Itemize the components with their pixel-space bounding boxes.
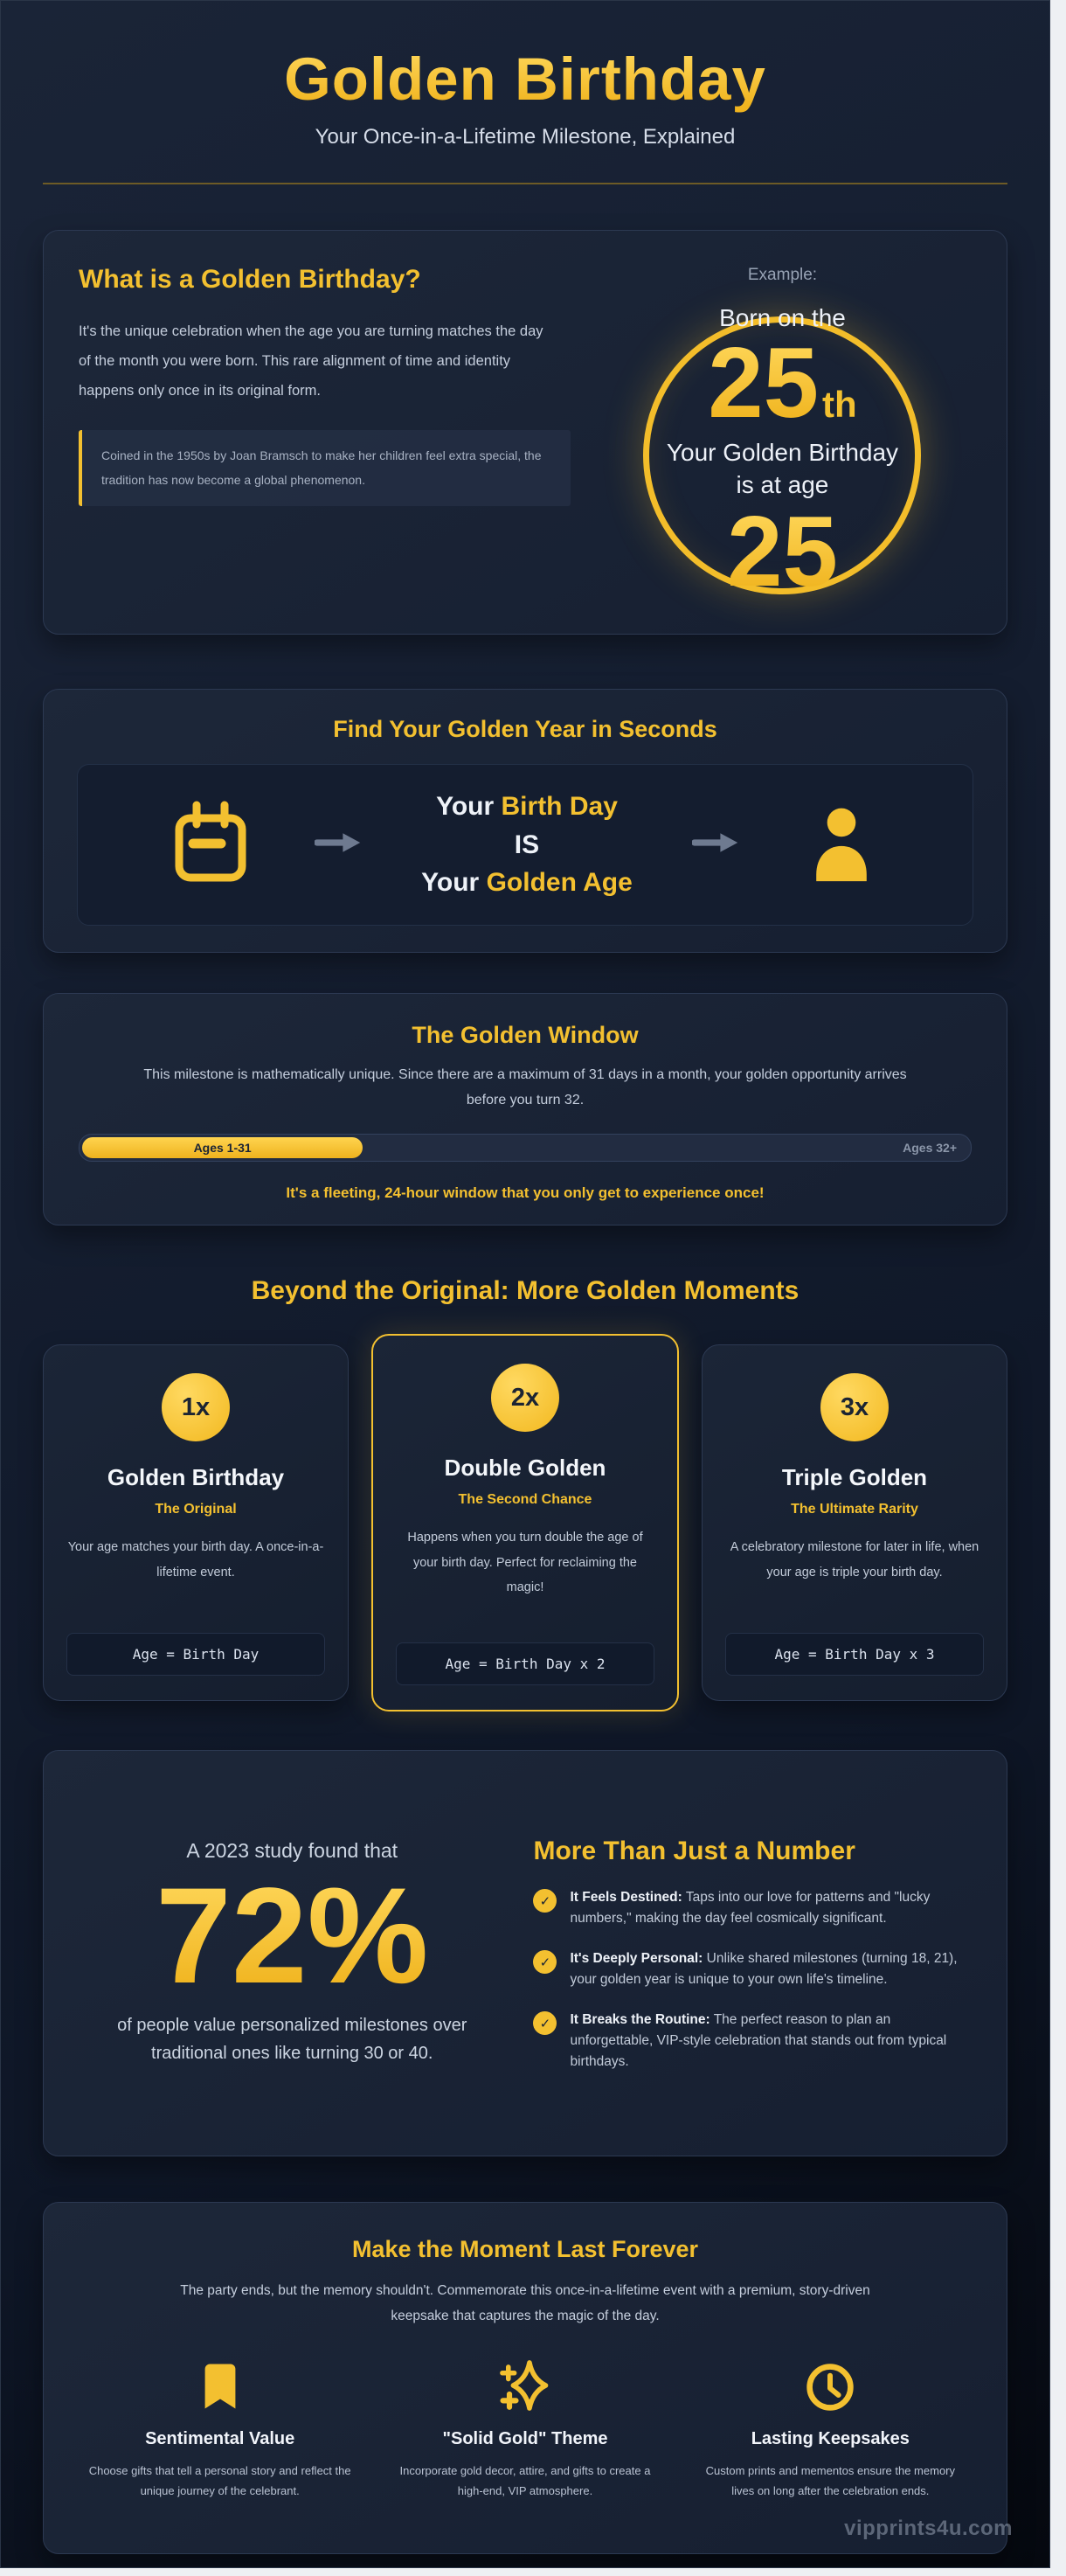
check-circle-icon: ✓ [533,1889,557,1913]
moment-card-golden-birthday [43,1344,349,1701]
stat-item [533,2010,966,2073]
stat-list [533,1887,966,2073]
finder-is: IS [514,830,540,859]
person-icon [800,799,883,891]
keepsake-column-keepsakes [691,2359,970,2502]
keepsake-title: Sentimental Value [145,2428,295,2448]
moment-badge: 1x [162,1373,230,1441]
finder-panel [77,764,973,926]
moment-subtitle: The Ultimate Rarity [791,1502,918,1517]
watermark: vipprints4u.com [844,2517,1013,2540]
arrow-right-icon [692,830,739,859]
moment-subtitle: The Second Chance [458,1492,592,1508]
moment-formula: Age = Birth Day [66,1633,325,1676]
sparkles-icon [385,2359,664,2413]
example-label: Example: [747,265,818,284]
stat-item-lead: It's Deeply Personal: [570,1951,703,1967]
moment-badge: 2x [491,1364,559,1432]
stat-lead: A 2023 study found that [186,1839,398,1863]
header-divider [43,183,1007,184]
header [43,1,1007,184]
moment-body: Your age matches your birth day. A once-in-a-lifetime event. [67,1540,324,1580]
stat-card [43,1750,1007,2156]
golden-window-bar [79,1134,972,1162]
moment-card-triple-golden [702,1344,1007,1701]
keepsake-title: "Solid Gold" Theme [442,2428,608,2448]
finder-golden-age: Golden Age [486,868,633,898]
keepsake-text: Custom prints and mementos ensure the memory lives on long after the celebration ends. [705,2463,956,2498]
window-body: This milestone is mathematically unique. Since there are a maximum of 31 days in a month, your golden opportunity arrives before you turn 32. [143,1066,907,1107]
finder-birth-day: Birth Day [501,792,618,822]
keepsake-column-sentimental [80,2359,359,2502]
moment-title: Double Golden [444,1455,606,1482]
clock-icon [691,2359,970,2413]
stat-item-body: Unlike shared milestones (turning 18, 21), your golden year is unique to your own life's timeline. [570,1951,958,1988]
stat-item-text [570,1887,966,1929]
bar-fill [82,1137,363,1158]
finder-your-2: Your [421,868,487,898]
stat-item-body: Taps into our love for patterns and "lucky numbers," making the day feel cosmically significant. [570,1890,931,1927]
arrow-right-icon [315,830,362,859]
keepsake-columns [80,2359,970,2502]
moment-badge: 3x [820,1373,889,1441]
stat-item-lead: It Breaks the Routine: [570,2012,710,2028]
page-subtitle: Your Once-in-a-Lifetime Milestone, Explained [315,124,736,149]
moment-title: Golden Birthday [107,1464,285,1491]
stat-heading: More Than Just a Number [533,1837,855,1866]
moment-body: A celebratory milestone for later in life, when your age is triple your birth day. [730,1540,979,1580]
moment-formula: Age = Birth Day x 3 [725,1633,984,1676]
moment-body: Happens when you turn double the age of your birth day. Perfect for reclaiming the magic! [407,1531,643,1594]
example-column [593,262,972,608]
finder-your-1: Your [436,792,502,822]
stat-right-column [533,1834,966,2073]
moments-heading: Beyond the Original: More Golden Moments [251,1276,800,1306]
keepsake-card [43,2202,1007,2554]
origin-quote: Coined in the 1950s by Joan Bramsch to make her children feel extra special, the tradition has now become a global phenomenon. [79,430,571,506]
keepsake-body: The party ends, but the memory shouldn't. Commemorate this once-in-a-lifetime event with a premium, story-driven keepsake that captures the magic of the day. [180,2283,870,2324]
example-stack [593,265,972,608]
window-card [43,993,1007,1226]
bar-fill-label: Ages 1-31 [193,1141,252,1156]
check-circle-icon: ✓ [533,1950,557,1974]
stat-item-lead: It Feels Destined: [570,1890,682,1906]
finder-text [421,788,633,902]
example-line1: Born on the [719,303,846,331]
moments-row [43,1334,1007,1712]
window-caption: It's a fleeting, 24-hour window that you only get to experience once! [286,1184,765,1202]
what-left-column [79,262,571,602]
moment-title: Triple Golden [781,1464,928,1491]
moment-subtitle: The Original [155,1502,237,1517]
finder-heading: Find Your Golden Year in Seconds [333,716,717,743]
example-line2: Your Golden Birthday is at age [666,439,899,498]
bar-rest-label: Ages 32+ [903,1141,957,1156]
example-day-row [593,328,972,440]
keepsake-text: Incorporate gold decor, attire, and gifts to create a high-end, VIP atmosphere. [399,2463,651,2498]
stat-value: 72% [84,1868,500,2004]
what-body: It's the unique celebration when the age you are turning matches the day of the month you were born. This rare alignment of time and identity happens only once in its original form. [79,323,543,399]
keepsake-column-theme [385,2359,664,2502]
stat-item [533,1948,966,1990]
bookmark-icon [80,2359,359,2413]
what-card [43,230,1007,635]
stat-item-body: The perfect reason to plan an unforgettable, VIP-style celebration that stands out from typical birthdays. [570,2012,947,2070]
stat-item-text [570,1948,966,1990]
example-day: 25 [708,328,820,440]
what-heading: What is a Golden Birthday? [79,264,421,294]
keepsake-text: Choose gifts that tell a personal story and reflect the unique journey of the celebrant. [88,2463,351,2498]
keepsake-title: Lasting Keepsakes [751,2428,910,2448]
stat-left-column [84,1839,500,2067]
moment-card-double-golden [371,1334,679,1712]
stat-item [533,1887,966,1929]
window-heading: The Golden Window [412,1021,639,1048]
calendar-icon [167,797,254,892]
stat-item-text [570,2010,966,2073]
check-circle-icon: ✓ [533,2011,557,2035]
finder-card [43,689,1007,953]
page-title: Golden Birthday [43,46,1007,113]
keepsake-heading: Make the Moment Last Forever [351,2236,699,2263]
stat-tail: of people value personalized milestones over traditional ones like turning 30 or 40. [117,2016,467,2064]
example-day-suffix: th [822,384,857,426]
moment-formula: Age = Birth Day x 2 [396,1642,654,1685]
example-age: 25 [593,503,972,602]
